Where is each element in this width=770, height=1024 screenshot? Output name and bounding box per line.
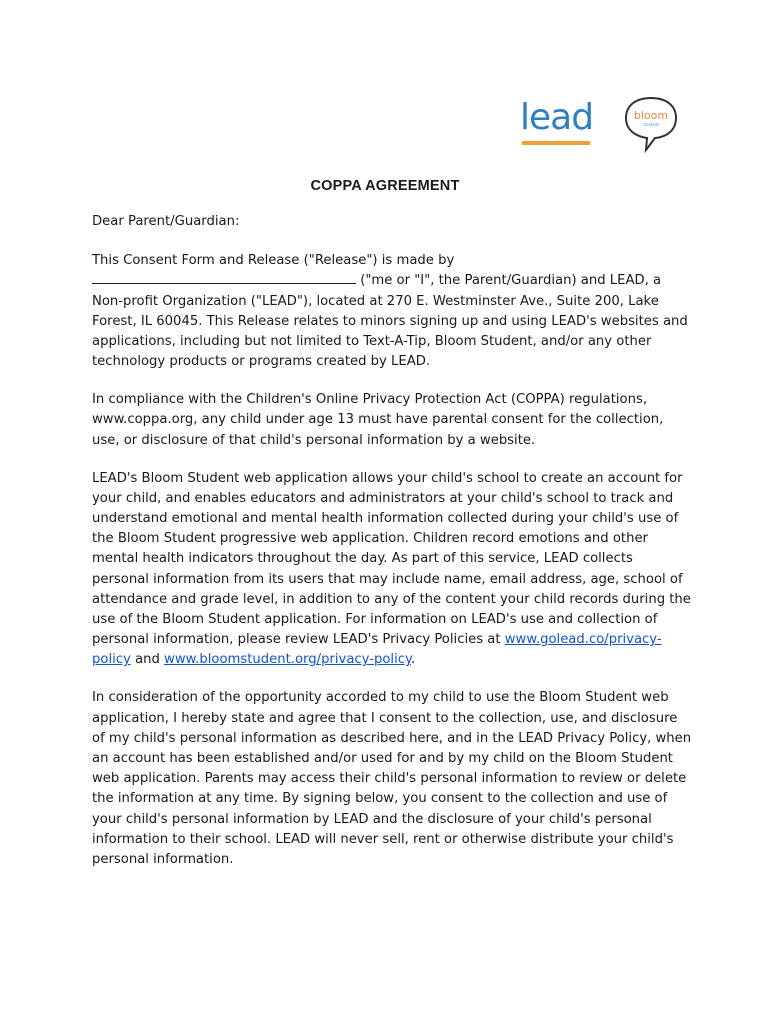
link-conjunction: and <box>130 652 165 668</box>
paragraph-bloom <box>92 469 692 671</box>
lead-logo <box>520 98 592 148</box>
parent-name-blank-line <box>92 271 356 284</box>
bloom-logo-text: bloom <box>633 109 669 122</box>
release-body: ("me or "I", the Parent/Guardian) and LEAD, a Non-profit Organization ("LEAD"), located at 270 E. Westminster Ave., Suite 200, Lake Forest, IL 60045. This Release relates to minors signing up and using LEAD's websites and applications, including but not limited to Text-A-Tip, Bloom Student, and/or any other technology products or programs created by LEAD. <box>92 273 688 370</box>
bloom-speech-bubble-logo <box>622 94 680 154</box>
paragraph-consent: In consideration of the opportunity accorded to my child to use the Bloom Student web application, I hereby state and agree that I consent to the collection, use, and disclosure of my child's personal information as described here, and in the LEAD Privacy Policy, when an account has been established and/or used for and by my child on the Bloom Student web application. Parents may access their child's personal information to review or delete the information at any time. By signing below, you consent to the collection and use of your child's personal information by LEAD and the disclosure of your child's personal information to their school. LEAD will never sell, rent or otherwise distribute your child's personal information. <box>92 690 692 868</box>
golead-privacy-link[interactable]: www.golead.co/privacy-policy <box>92 632 662 668</box>
logo-area <box>0 94 770 156</box>
bloom-description: LEAD's Bloom Student web application allows your child's school to create an account for your child, and enables educators and administrators at your child's school to track and understand emotional and mental health information collected during your child's use of the Bloom Student progressive web application. Children record emotions and other mental health indicators throughout the day. As part of this service, LEAD collects personal information from its users that may include name, email address, age, school of attendance and grade level, in addition to any of the content your child records during the use of the Bloom Student application. For information on LEAD's use and collection of personal information, please review LEAD's Privacy Policies at <box>92 470 691 648</box>
salutation: Dear Parent/Guardian: <box>92 214 240 229</box>
paragraph-release <box>92 251 692 372</box>
bloom-logo-subtext: student <box>643 122 659 127</box>
paragraph-coppa: In compliance with the Children's Online Privacy Protection Act (COPPA) regulations, www.coppa.org, any child under age 13 must have parental consent for the collection, use, or disclosure of that child's personal information by a website. <box>92 392 664 448</box>
document-title: COPPA AGREEMENT <box>310 178 460 194</box>
paragraph-period: . <box>410 652 416 668</box>
lead-logo-text: lead <box>520 97 594 138</box>
lead-logo-underline <box>522 141 590 145</box>
document-body <box>92 212 692 888</box>
bloomstudent-privacy-link[interactable]: www.bloomstudent.org/privacy-policy <box>164 652 411 668</box>
release-intro: This Consent Form and Release ("Release") is made by <box>92 253 455 269</box>
